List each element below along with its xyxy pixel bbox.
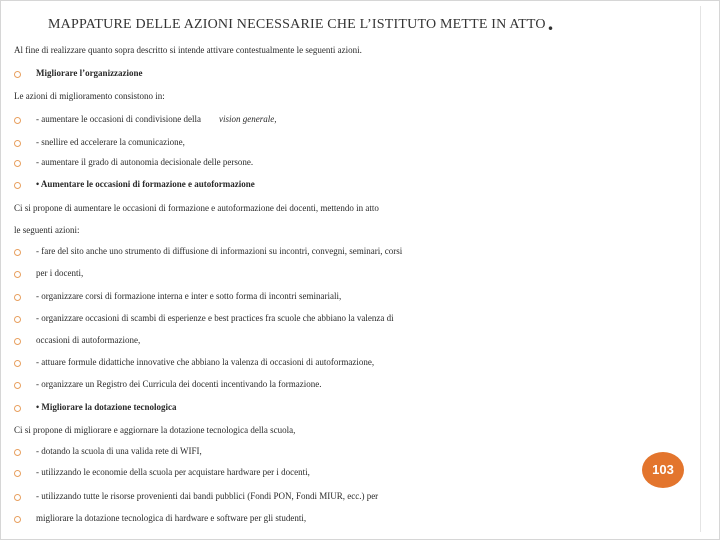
list-item: - fare del sito anche uno strumento di diffusione di informazioni su incontri, convegni, seminari, corsi [36, 246, 403, 256]
bullet-icon [14, 271, 21, 278]
bullet-icon [14, 182, 21, 189]
bullet-icon [14, 294, 21, 301]
intro-text: Al fine di realizzare quanto sopra descritto si intende attivare contestualmente le seguenti azioni. [14, 45, 362, 55]
bullet-icon [14, 470, 21, 477]
title-text: MAPPATURE DELLE AZIONI NECESSARIE CHE L’ISTITUTO METTE IN ATTO [48, 17, 546, 32]
paragraph-text: Ci si propone di migliorare e aggiornare la dotazione tecnologica della scuola, [14, 425, 296, 435]
section-heading-formazione: • Aumentare le occasioni di formazione e autoformazione [36, 179, 255, 189]
bullet-icon [14, 249, 21, 256]
list-item-text: - aumentare le occasioni di condivisione della [36, 114, 201, 124]
list-item: - aumentare il grado di autonomia decisionale delle persone. [36, 157, 254, 167]
bullet-icon [14, 338, 21, 345]
list-item: - snellire ed accelerare la comunicazione, [36, 137, 185, 147]
paragraph-text: Ci si propone di aumentare le occasioni di formazione e autoformazione dei docenti, mettendo in atto [14, 203, 379, 213]
list-item: - dotando la scuola di una valida rete di WIFI, [36, 446, 202, 456]
azioni-intro: Le azioni di miglioramento consistono in: [14, 91, 165, 101]
title-dot: . [547, 10, 554, 35]
bullet-icon [14, 160, 21, 167]
list-item: occasioni di autoformazione, [36, 335, 141, 345]
list-item: per i docenti, [36, 268, 84, 278]
list-item: - utilizzando le economie della scuola per acquistare hardware per i docenti, [36, 467, 310, 477]
bullet-icon [14, 316, 21, 323]
section-heading-tecnologia: • Migliorare la dotazione tecnologica [36, 402, 177, 412]
page-number-badge: 103 [642, 452, 684, 488]
list-item: - utilizzando tutte le risorse provenienti dai bandi pubblici (Fondi PON, Fondi MIUR, ecc.) per [36, 491, 379, 501]
bullet-icon [14, 360, 21, 367]
bullet-icon [14, 140, 21, 147]
list-item: migliorare la dotazione tecnologica di hardware e software per gli studenti, [36, 513, 307, 523]
list-item: - organizzare occasioni di scambi di esperienze e best practices fra scuole che abbiano la valenza di [36, 313, 394, 323]
bullet-icon [14, 449, 21, 456]
list-item: - attuare formule didattiche innovative che abbiano la valenza di occasioni di autoformazione, [36, 357, 375, 367]
bullet-icon [14, 117, 21, 124]
paragraph-text: le seguenti azioni: [14, 225, 80, 235]
bullet-icon [14, 71, 21, 78]
list-item-italic: vision generale, [218, 114, 277, 124]
list-item: - organizzare un Registro dei Curricula dei docenti incentivando la formazione. [36, 379, 322, 389]
list-item: - organizzare corsi di formazione interna e inter e sotto forma di incontri seminariali, [36, 291, 342, 301]
list-item [36, 114, 276, 124]
bullet-icon [14, 516, 21, 523]
page-title [48, 8, 688, 34]
bullet-icon [14, 382, 21, 389]
bullet-icon [14, 405, 21, 412]
slide-edge [700, 6, 713, 532]
section-heading-organizzazione: Migliorare l’organizzazione [36, 68, 143, 78]
bullet-icon [14, 494, 21, 501]
